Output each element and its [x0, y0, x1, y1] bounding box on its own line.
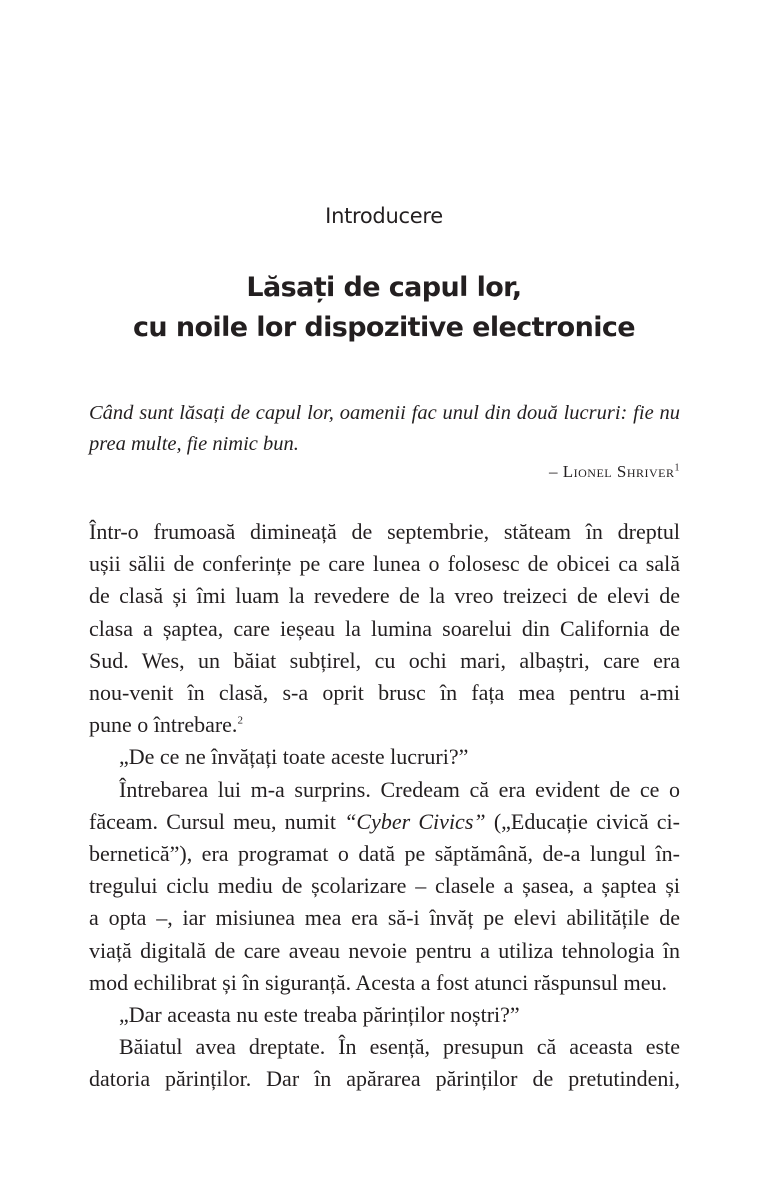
epigraph-line: Când sunt lăsați de capul lor, oamenii fac unul din două lucruri: fie nu	[89, 402, 680, 424]
text-line: nou-venit în clasă, s-a oprit brusc în fața mea pentru a-mi	[89, 680, 680, 706]
text-line: bernetică”), era programat o dată pe săptămână, de-a lungul în-	[89, 841, 680, 867]
text-line: Într-o frumoasă dimineață de septembrie, stăteam în dreptul	[89, 519, 680, 544]
text-line: Întrebarea lui m-a surprins. Credeam că era evident de ce o	[119, 776, 680, 802]
chapter-title	[0, 268, 768, 348]
text-line: Sud. Wes, un băiat subțirel, cu ochi mari, albaștri, care era	[89, 647, 680, 673]
epigraph-author	[549, 462, 680, 482]
body-text	[89, 516, 680, 1096]
text-line: „Dar aceasta nu este treaba părinților noștri?”	[119, 1002, 520, 1028]
author-name: – Lionel Shriver	[549, 462, 675, 481]
text-line: ușii sălii de conferințe pe care lunea o folosesc de obicei ca sală	[89, 551, 680, 577]
footnote-ref: 2	[237, 714, 243, 727]
text-segment: pune o întrebare.	[89, 712, 238, 738]
text-line: Băiatul avea dreptate. În esență, presupun că aceasta este	[119, 1034, 680, 1060]
text-line: mod echilibrat și în siguranță. Acesta a fost atunci răspunsul meu.	[89, 969, 667, 995]
title-line: Lăsați de capul lor,	[246, 272, 522, 303]
text-segment: („Educație civică ci-	[485, 808, 680, 834]
epigraph	[89, 398, 680, 460]
text-line: de clasă și îmi luam la revedere de la vreo treizeci de elevi de	[89, 583, 680, 609]
text-line	[89, 806, 680, 838]
course-name: “Cyber Civics”	[344, 808, 486, 834]
text-line: datoria părinților. Dar în apărarea părinților de pretutindeni,	[89, 1066, 680, 1092]
epigraph-line: prea multe, fie nimic bun.	[89, 433, 299, 455]
text-line: viață digitală de care aveau nevoie pentru a utiliza tehnologia în	[89, 937, 680, 963]
text-line: a opta –, iar misiunea mea era să-i învăț pe elevi abilitățile de	[89, 905, 680, 931]
text-line: clasa a șaptea, care ieșeau la lumina soarelui din California de	[89, 615, 680, 641]
text-line: „De ce ne învățați toate aceste lucruri?”	[119, 744, 469, 770]
text-line	[89, 709, 680, 741]
title-line: cu noile lor dispozitive electronice	[133, 312, 635, 343]
footnote-ref: 1	[674, 462, 680, 474]
text-segment: făceam. Cursul meu, numit	[89, 808, 345, 834]
text-line: tregului ciclu mediu de școlarizare – clasele a șasea, a șaptea și	[89, 873, 680, 899]
chapter-label: Introducere	[325, 204, 443, 228]
